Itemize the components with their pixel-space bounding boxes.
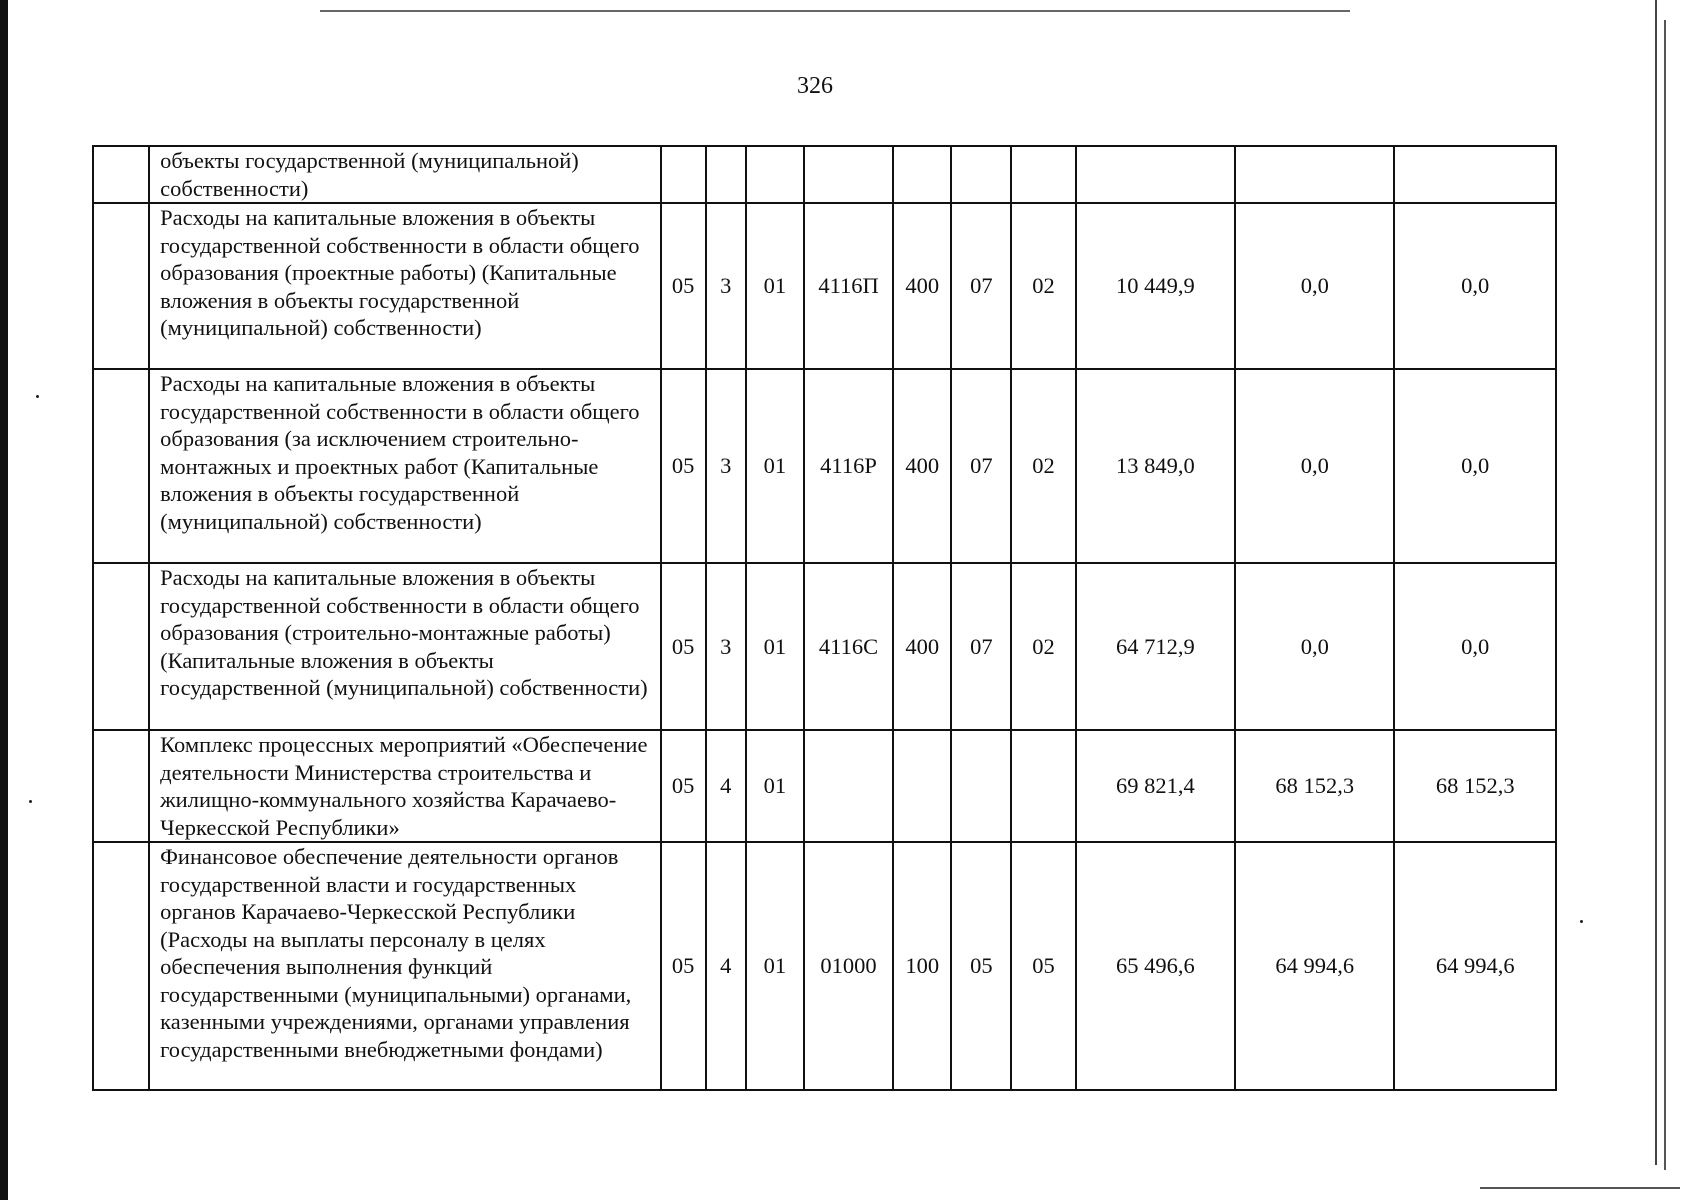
code-cell: [1011, 730, 1075, 842]
code-cell: 4116С: [804, 563, 893, 730]
code-cell: 02: [1011, 369, 1075, 563]
code-cell: 07: [951, 563, 1011, 730]
description-cell: Комплекс процессных мероприятий «Обеспечение деятельности Министерства строительства и жилищно-коммунального хозяйства Карачаево-Черкесской Республики»: [149, 730, 660, 842]
table-row: [93, 369, 1556, 563]
amount-cell: [1235, 146, 1394, 203]
description-cell: Расходы на капитальные вложения в объекты государственной собственности в области общего образования (проектные работы) (Капитальные вложения в объекты государственной (муниципальной) собственности): [149, 203, 660, 369]
code-cell: [1011, 146, 1075, 203]
table-row: [93, 563, 1556, 730]
scan-bottom-line: [1480, 1187, 1680, 1189]
code-cell: 400: [893, 563, 951, 730]
amount-cell: 0,0: [1394, 563, 1556, 730]
code-cell: 05: [951, 842, 1011, 1090]
amount-cell: [1394, 146, 1556, 203]
row-index-cell: [93, 203, 149, 369]
code-cell: 4116Р: [804, 369, 893, 563]
row-index-cell: [93, 369, 149, 563]
code-cell: [804, 730, 893, 842]
scan-edge-left: [0, 0, 8, 1200]
code-cell: 4116П: [804, 203, 893, 369]
amount-cell: 0,0: [1235, 563, 1394, 730]
amount-cell: 0,0: [1394, 203, 1556, 369]
scan-speck: [29, 800, 32, 803]
amount-cell: [1076, 146, 1235, 203]
code-cell: 400: [893, 203, 951, 369]
amount-cell: 69 821,4: [1076, 730, 1235, 842]
code-cell: 05: [661, 842, 706, 1090]
code-cell: 4: [706, 842, 746, 1090]
code-cell: [706, 146, 746, 203]
scan-right-line-inner: [1664, 20, 1666, 1170]
code-cell: 02: [1011, 563, 1075, 730]
code-cell: 07: [951, 369, 1011, 563]
code-cell: 01: [746, 730, 804, 842]
code-cell: [893, 730, 951, 842]
code-cell: [661, 146, 706, 203]
budget-table: [92, 145, 1557, 1091]
amount-cell: 64 994,6: [1394, 842, 1556, 1090]
table-row: [93, 146, 1556, 203]
amount-cell: 13 849,0: [1076, 369, 1235, 563]
code-cell: [951, 146, 1011, 203]
scan-speck: [36, 395, 39, 398]
amount-cell: 68 152,3: [1394, 730, 1556, 842]
code-cell: 3: [706, 203, 746, 369]
scan-top-line: [320, 10, 1350, 12]
code-cell: 01: [746, 203, 804, 369]
code-cell: 05: [661, 563, 706, 730]
amount-cell: 68 152,3: [1235, 730, 1394, 842]
code-cell: [804, 146, 893, 203]
code-cell: 05: [661, 203, 706, 369]
page-number: 326: [797, 73, 833, 99]
code-cell: 01: [746, 842, 804, 1090]
code-cell: 400: [893, 369, 951, 563]
row-index-cell: [93, 730, 149, 842]
amount-cell: 64 712,9: [1076, 563, 1235, 730]
amount-cell: 64 994,6: [1235, 842, 1394, 1090]
code-cell: 100: [893, 842, 951, 1090]
code-cell: 02: [1011, 203, 1075, 369]
code-cell: 05: [1011, 842, 1075, 1090]
amount-cell: 0,0: [1394, 369, 1556, 563]
scan-right-line: [1655, 0, 1657, 1165]
code-cell: [746, 146, 804, 203]
row-index-cell: [93, 842, 149, 1090]
code-cell: [951, 730, 1011, 842]
table-row: [93, 842, 1556, 1090]
code-cell: 3: [706, 563, 746, 730]
code-cell: [893, 146, 951, 203]
description-cell: Расходы на капитальные вложения в объекты государственной собственности в области общего образования (за исключением строительно-монтажных и проектных работ (Капитальные вложения в объекты государственной (муниципальной) собственности): [149, 369, 660, 563]
amount-cell: 0,0: [1235, 203, 1394, 369]
row-index-cell: [93, 146, 149, 203]
code-cell: 01: [746, 369, 804, 563]
code-cell: 05: [661, 369, 706, 563]
description-cell: объекты государственной (муниципальной) собственности): [149, 146, 660, 203]
amount-cell: 65 496,6: [1076, 842, 1235, 1090]
table-row: [93, 203, 1556, 369]
description-cell: Расходы на капитальные вложения в объекты государственной собственности в области общего образования (строительно-монтажные работы) (Капитальные вложения в объекты государственной (муниципальной) собственности): [149, 563, 660, 730]
code-cell: 01000: [804, 842, 893, 1090]
amount-cell: 10 449,9: [1076, 203, 1235, 369]
code-cell: 07: [951, 203, 1011, 369]
amount-cell: 0,0: [1235, 369, 1394, 563]
code-cell: 05: [661, 730, 706, 842]
code-cell: 01: [746, 563, 804, 730]
code-cell: 3: [706, 369, 746, 563]
table-row: [93, 730, 1556, 842]
row-index-cell: [93, 563, 149, 730]
description-cell: Финансовое обеспечение деятельности органов государственной власти и государственных органов Карачаево-Черкесской Республики (Расходы на выплаты персоналу в целях обеспечения выполнения функций государственными (муниципальными) органами, казенными учреждениями, органами управления государственными внебюджетными фондами): [149, 842, 660, 1090]
scan-speck: [1580, 920, 1583, 923]
code-cell: 4: [706, 730, 746, 842]
